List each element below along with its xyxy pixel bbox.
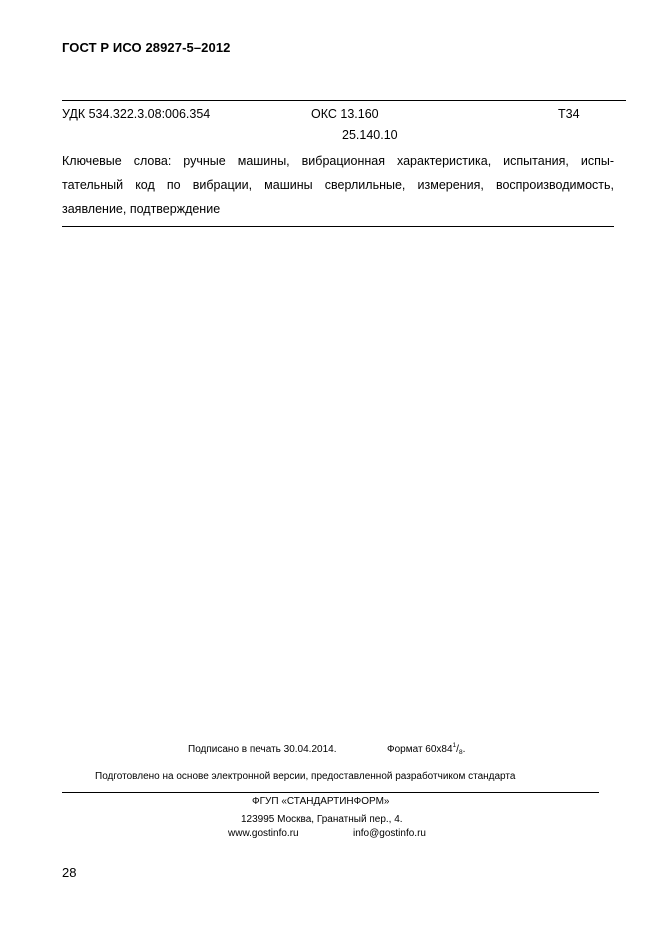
prepared-note: Подготовлено на основе электронной версии, предоставленной разработчиком стандарта	[95, 771, 516, 782]
publisher-address: 123995 Москва, Гранатный пер., 4.	[241, 814, 403, 825]
oks-code-secondary: 25.140.10	[342, 128, 398, 142]
oks-code-primary: ОКС 13.160	[311, 107, 379, 121]
keywords-block	[62, 149, 614, 221]
classification-top-rule	[62, 100, 626, 101]
paper-format-numerator: 1	[452, 742, 457, 749]
okstu-code: Т34	[558, 107, 580, 121]
signed-to-print: Подписано в печать 30.04.2014.	[188, 744, 337, 755]
paper-format-suffix: .	[462, 744, 466, 755]
document-header: ГОСТ Р ИСО 28927-5–2012	[62, 40, 231, 55]
paper-format-denominator: 8	[458, 749, 463, 756]
paper-format-prefix: Формат 60х84	[387, 744, 453, 755]
keywords-line: тательный код по вибрации, машины сверлильные, измерения, воспроизводимость,	[62, 178, 614, 192]
publisher-name: ФГУП «СТАНДАРТИНФОРМ»	[252, 796, 390, 807]
publisher-email: info@gostinfo.ru	[353, 828, 426, 839]
publisher-website: www.gostinfo.ru	[228, 828, 299, 839]
imprint-rule	[62, 792, 599, 793]
paper-format: Формат $60х84^1/_8$.	[387, 742, 466, 756]
keywords-line: заявление, подтверждение	[62, 202, 221, 216]
page-number: 28	[62, 865, 77, 880]
keywords-bottom-rule	[62, 226, 614, 227]
keywords-line: Ключевые слова: ручные машины, вибрационная характеристика, испытания, испы-	[62, 154, 614, 168]
udk-code: УДК 534.322.3.08:006.354	[62, 107, 211, 121]
